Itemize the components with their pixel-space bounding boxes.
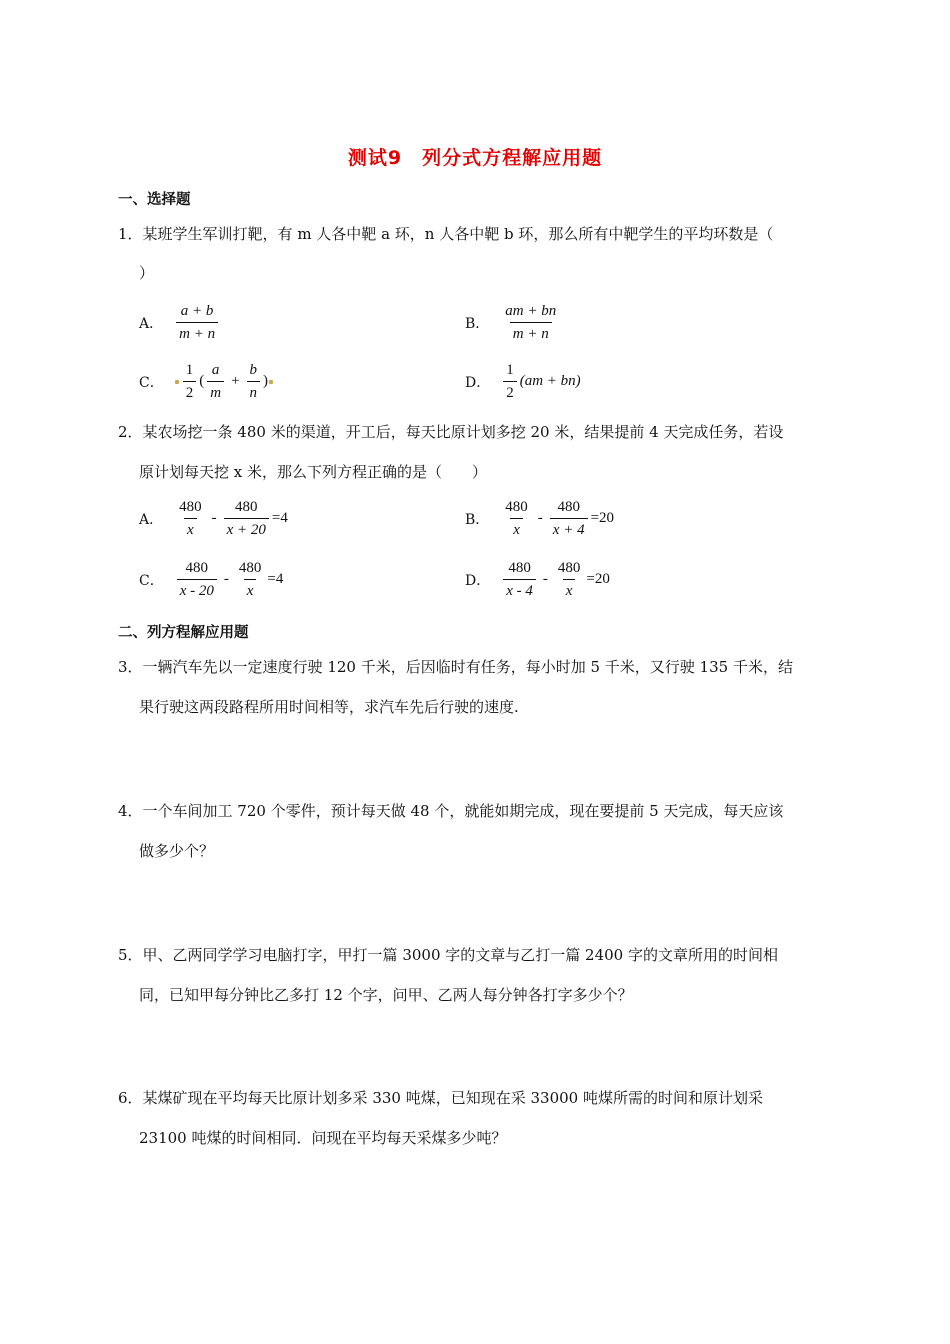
mark-dot xyxy=(269,380,273,384)
equation xyxy=(174,559,284,600)
denominator: x xyxy=(563,579,576,600)
question-5-text: 5．甲、乙两同学学习电脑打字，甲打一篇 3000 字的文章与乙打一篇 2400 字的文章所用的时间相 xyxy=(118,946,778,964)
fraction xyxy=(499,302,562,343)
option-label: A． xyxy=(139,511,164,528)
numerator: 480 xyxy=(557,560,581,576)
expression xyxy=(500,361,580,402)
question-2-text: 2．某农场挖一条 480 米的渠道，开工后，每天比原计划多挖 20 米，结果提前 4 天完成任务，若设 xyxy=(118,423,784,441)
q2-option-c[interactable] xyxy=(139,559,283,600)
question-5-text-cont: 同，已知甲每分钟比乙多打 12 个字，问甲、乙两人每分钟各打字多少个？ xyxy=(139,986,633,1004)
question-1-text-cont: ） xyxy=(139,264,155,282)
numerator: 480 xyxy=(557,499,580,515)
rhs: =20 xyxy=(590,510,615,526)
numerator: 480 xyxy=(505,499,528,515)
operator: + xyxy=(231,373,240,389)
numerator: b xyxy=(249,362,258,378)
section-heading-application: 二、列方程解应用题 xyxy=(118,625,249,641)
question-4-text: 4．一个车间加工 720 个零件，预计每天做 48 个，就能如期完成，现在要提前 5 天完成，每天应该 xyxy=(118,802,784,820)
mark-dot xyxy=(175,380,179,384)
equation xyxy=(173,498,288,539)
option-label: C． xyxy=(139,572,164,589)
equation xyxy=(500,559,610,600)
q1-option-d[interactable] xyxy=(465,361,581,402)
denominator: m + n xyxy=(510,322,552,343)
operator: - xyxy=(542,571,548,587)
q2-option-b[interactable] xyxy=(465,498,614,539)
numerator: a xyxy=(211,362,220,378)
equation xyxy=(499,498,614,539)
rhs: =4 xyxy=(271,510,288,526)
numerator: 1 xyxy=(506,362,514,378)
operator: - xyxy=(223,571,229,587)
fraction xyxy=(173,302,221,343)
question-3-text: 3．一辆汽车先以一定速度行驶 120 千米，后因临时有任务，每小时加 5 千米，又行驶 135 千米，结 xyxy=(118,658,793,676)
option-label: A． xyxy=(139,315,164,332)
denominator: x - 4 xyxy=(503,579,536,600)
numerator: 480 xyxy=(238,560,262,576)
question-6-text: 6．某煤矿现在平均每天比原计划多采 330 吨煤，已知现在采 33000 吨煤所需的时间和原计划采 xyxy=(118,1089,763,1107)
denominator: x xyxy=(184,518,197,539)
numerator: 480 xyxy=(185,560,209,576)
option-label: B． xyxy=(465,511,490,528)
denominator: x xyxy=(244,579,257,600)
q1-option-b[interactable] xyxy=(465,302,562,343)
denominator: m + n xyxy=(176,322,218,343)
option-label: D． xyxy=(465,374,491,391)
numerator: am + bn xyxy=(505,303,557,319)
q2-option-a[interactable] xyxy=(139,498,288,539)
numerator: 480 xyxy=(235,499,258,515)
numerator: 1 xyxy=(185,362,194,378)
section-heading-choice: 一、选择题 xyxy=(118,192,191,208)
denominator: m xyxy=(207,381,224,402)
denominator: 2 xyxy=(183,381,197,402)
q1-option-a[interactable] xyxy=(139,302,221,343)
option-label: C． xyxy=(139,374,164,391)
question-6-text-cont: 23100 吨煤的时间相同．问现在平均每天采煤多少吨？ xyxy=(139,1129,507,1147)
denominator: x + 4 xyxy=(550,518,588,539)
q2-option-d[interactable] xyxy=(465,559,610,600)
question-4-text-cont: 做多少个？ xyxy=(139,842,215,860)
close-paren: ) xyxy=(263,373,269,389)
q1-option-c[interactable] xyxy=(139,361,274,402)
expression-text: (am + bn) xyxy=(519,373,581,389)
page-title: 测试9 列分式方程解应用题 xyxy=(347,147,603,169)
expression xyxy=(174,361,274,402)
question-1-text: 1．某班学生军训打靶，有 m 人各中靶 a 环，n 人各中靶 b 环，那么所有中靶学生的平均环数是（ xyxy=(118,225,774,243)
rhs: =4 xyxy=(267,571,284,587)
numerator: 480 xyxy=(179,499,202,515)
denominator: 2 xyxy=(503,381,517,402)
option-label: D． xyxy=(465,572,491,589)
numerator: a + b xyxy=(180,303,214,319)
numerator: 480 xyxy=(508,560,531,576)
question-3-text-cont: 果行驶这两段路程所用时间相等，求汽车先后行驶的速度. xyxy=(139,698,519,716)
rhs: =20 xyxy=(586,571,610,587)
open-paren: ( xyxy=(199,373,205,389)
operator: - xyxy=(537,510,543,526)
denominator: x xyxy=(510,518,523,539)
operator: - xyxy=(211,510,217,526)
denominator: n xyxy=(247,381,261,402)
question-2-text-cont: 原计划每天挖 x 米，那么下列方程正确的是（ ） xyxy=(139,463,487,481)
denominator: x + 20 xyxy=(224,518,269,539)
option-label: B． xyxy=(465,315,490,332)
denominator: x - 20 xyxy=(177,579,217,600)
